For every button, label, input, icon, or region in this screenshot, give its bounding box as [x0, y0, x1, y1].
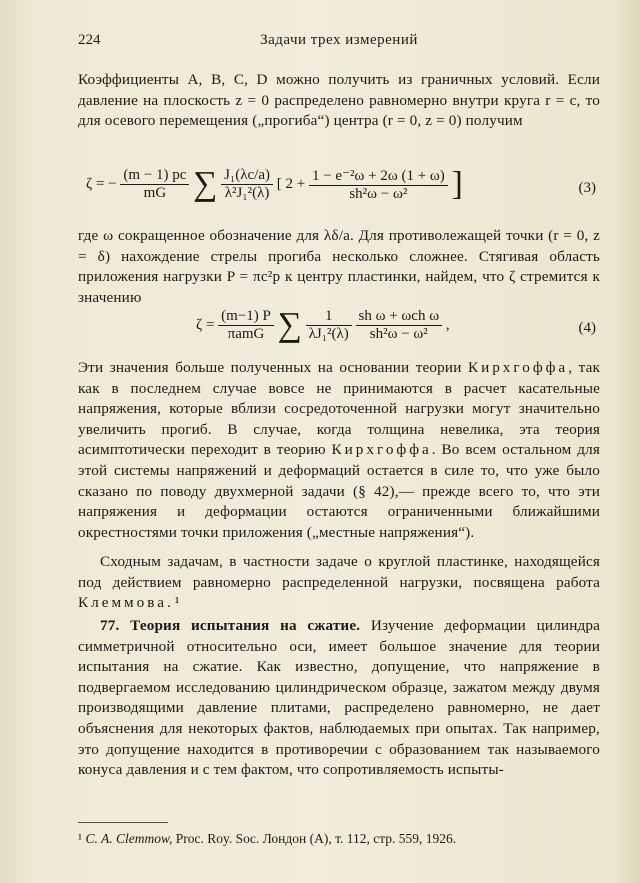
page-number: 224 [78, 32, 101, 48]
section-77-body: Изучение деформации цилиндра симметричной относительно оси, имеет большое значение для теории испытания на сжатие. Как известно, допущение, что напряжение в подвергаемом исследованию цилиндрическом образце, зажатом между двумя производящими давление плитами, распределено равномерно, не дает объяснения для некоторых фактов, наблюдаемых при опытах. Так например, это допущение находится в противоречии с образованием так называемого конуса давления и с тем фактом, что сопротивляемость испыты- [78, 617, 600, 779]
eq4-inner-fraction [356, 308, 443, 343]
equation-3 [78, 158, 600, 228]
eq4-sum-den: λJ₁²(λ) [308, 326, 349, 342]
equation-3-body [86, 166, 463, 203]
section-number: 77. [100, 617, 120, 634]
page-header [78, 32, 600, 52]
eq3-sum-den: λ²J₁²(λ) [224, 185, 270, 201]
footnote [78, 830, 600, 848]
eq4-coef-fraction [218, 308, 274, 343]
eq3-inner-fraction [309, 166, 448, 203]
para3-part-b: , так как в последнем случае вовсе не принимаются в расчет касательные напряжения, которые вблизи сосредоточенной нагрузки могут значительно увеличить прогиб. В случае, когда толщина невелика, эта теория асимптотически переходит в теорию [78, 359, 600, 459]
eq4-sum-sign: ∑ [277, 306, 302, 344]
eq3-lhs: ζ = − [86, 175, 117, 192]
footnote-mark: ¹ [78, 831, 83, 846]
clemmow-name: Клеммова [78, 594, 167, 612]
eq3-coef-den: mG [143, 185, 167, 201]
eq4-inner-num: sh ω + ωch ω [356, 308, 443, 326]
eq4-tail: , [445, 316, 450, 333]
section-77 [78, 616, 600, 781]
eq4-coef-num: (m−1) P [218, 308, 274, 326]
para3-part-a: Эти значения больше полученных на основании теории [78, 359, 468, 376]
eq3-sum-sign: ∑ [193, 165, 218, 203]
eq3-coef-num: (m − 1) pc [120, 167, 189, 185]
eq3-inner-den: sh²ω − ω² [349, 186, 408, 202]
paragraph-3 [78, 358, 600, 543]
kirchhoff-name-1: Кирхгоффа [467, 359, 569, 376]
eq4-coef-den: πamG [227, 326, 265, 342]
paragraph-3-text [78, 358, 600, 543]
eq3-sum-num: J₁(λc/a) [221, 167, 273, 185]
footnote-author: C. A. Clemmow, [85, 831, 173, 846]
section-77-text [78, 616, 600, 781]
equation-4-number: (4) [578, 320, 596, 336]
paragraph-2-text: где ω сокращенное обозначение для λδ/a. Для противолежащей точки (r = 0, z = δ) нахождение стрелы прогиба несколько сложнее. Стягивая область приложения нагрузки P = πc²p к центру пластинки, найдем, что ζ стремится к значению [78, 227, 600, 306]
running-title: Задачи трех измерений [260, 32, 418, 48]
eq4-sum-fraction [306, 308, 352, 343]
eq4-lhs: ζ = [196, 316, 215, 333]
eq3-coef-fraction [120, 167, 189, 202]
para4-part-a: Сходным задачам, в частности задаче о круглой пластинке, находящейся под действием равномерно распределенной нагрузки, посвящена работа [78, 553, 600, 591]
equation-3-number: (3) [578, 180, 596, 196]
footnote-rule [78, 822, 168, 823]
eq4-sum-num: 1 [306, 308, 352, 326]
eq4-inner-den: sh²ω − ω² [369, 326, 428, 342]
paragraph-1 [78, 70, 600, 132]
paragraph-4-text [78, 552, 600, 614]
eq3-sum-fraction [221, 167, 273, 202]
equation-4-body [196, 308, 450, 343]
para3-part-c: . Во всем остальном для этой системы напряжений и деформаций остается в силе то, что уже было сказано по поводу двухмерной задачи (§ 42),— прежде всего то, что эти напряжения и деформации остаются ограниченными ближайшими окрестностями точки приложения („местные напряжения“). [78, 441, 600, 541]
eq3-bracket-close: ] [451, 165, 463, 203]
paragraph-2 [78, 226, 600, 308]
section-title: Теория испытания на сжатие. [130, 617, 361, 634]
eq3-bracket-open: [ 2 + [276, 175, 306, 192]
kirchhoff-name-2: Кирхгоффа [331, 441, 432, 459]
eq3-inner-num: 1 − e⁻²ω + 2ω (1 + ω) [309, 166, 448, 186]
footnote-rest: Proc. Roy. Soc. Лондон (A), т. 112, стр. 559, 1926. [172, 831, 457, 846]
para4-part-b: . ¹ [166, 594, 180, 612]
equation-4 [78, 308, 600, 356]
paragraph-1-text: Коэффициенты A, B, C, D можно получить из граничных условий. Если давление на плоскость z = 0 распределено равномерно внутри круга r = c, то для осевого перемещения („прогиба“) центра (r = 0, z = 0) получим [78, 71, 600, 130]
paragraph-4 [78, 552, 600, 614]
